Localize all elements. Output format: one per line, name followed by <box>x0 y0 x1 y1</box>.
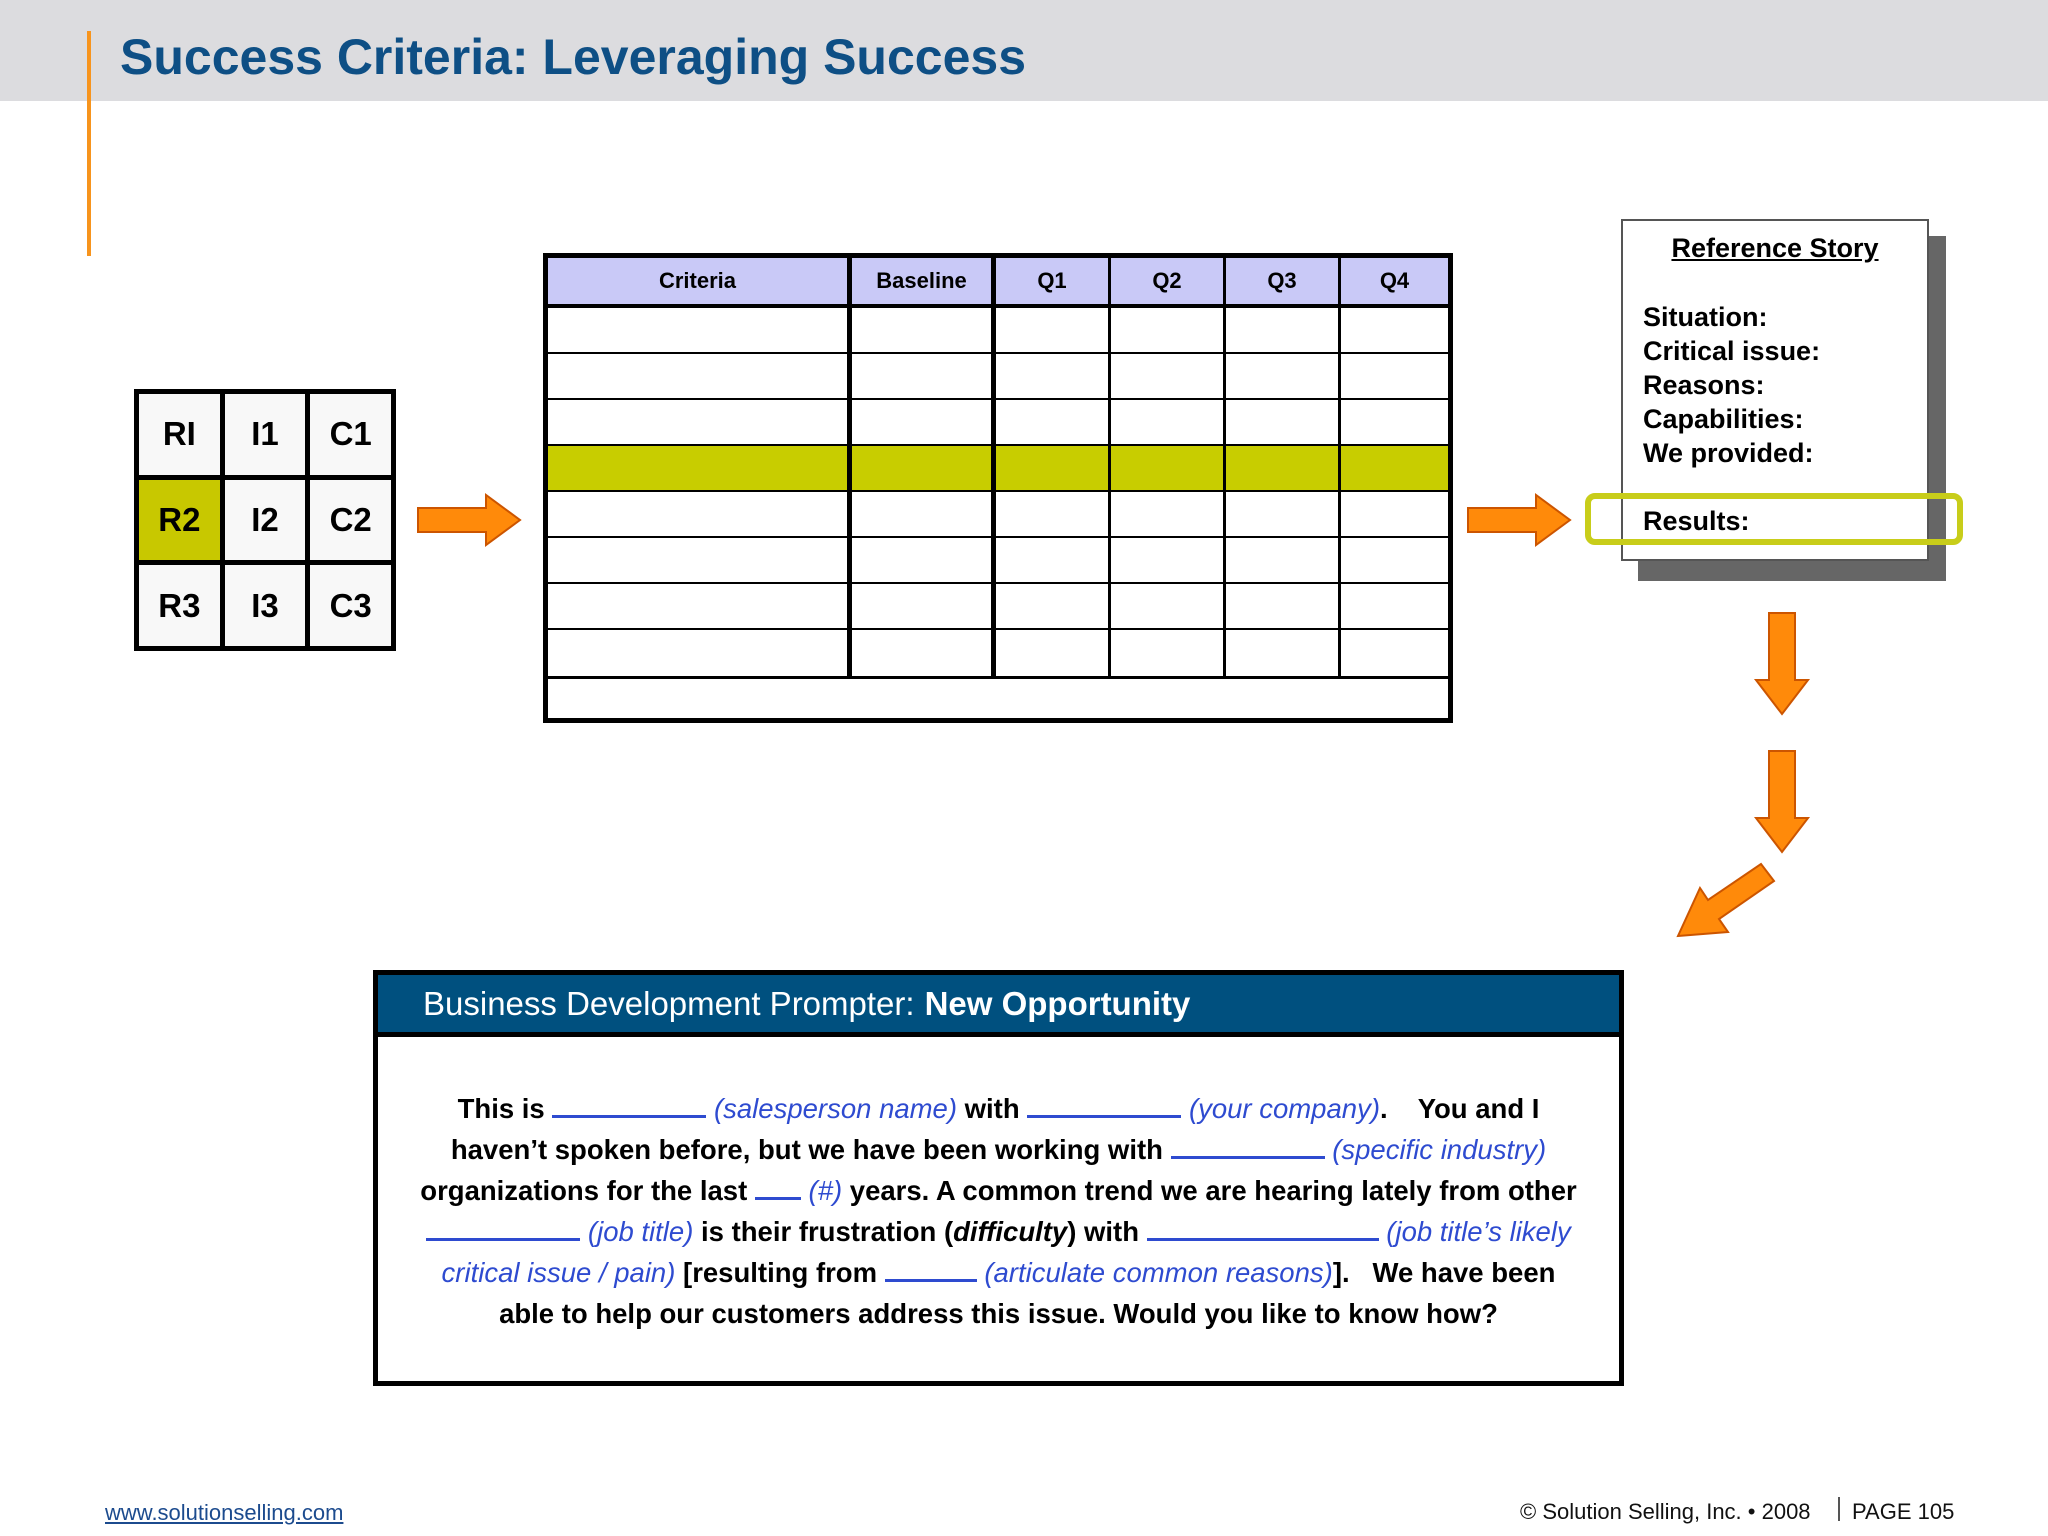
fill-blank <box>1027 1114 1181 1118</box>
script-text: This is <box>457 1093 545 1124</box>
prompter-line <box>396 1129 1601 1170</box>
column-header: Q3 <box>1226 258 1341 304</box>
prompter-title-bold: New Opportunity <box>924 984 1191 1022</box>
script-text: is their frustration ( <box>701 1216 954 1247</box>
prompter-line <box>396 1211 1601 1252</box>
website-link[interactable]: www.solutionselling.com <box>105 1500 344 1525</box>
accent-bar <box>87 31 91 256</box>
prompter-line <box>396 1293 1601 1334</box>
placeholder-text: (articulate common reasons) <box>984 1257 1333 1288</box>
page-number: PAGE 105 <box>1852 1499 1955 1524</box>
we-provided-label: We provided: <box>1643 438 1814 468</box>
column-header: Q1 <box>996 258 1111 304</box>
table-row <box>548 538 1448 584</box>
prompter-line <box>396 1252 1601 1293</box>
table-row <box>548 492 1448 538</box>
page-title: Success Criteria: Leveraging Success <box>120 29 1027 85</box>
critical-issue-label: Critical issue: <box>1643 336 1821 366</box>
business-development-prompter <box>373 970 1624 1386</box>
script-text: haven’t spoken before, but we have been working with <box>450 1134 1163 1165</box>
prompter-line <box>396 1088 1601 1129</box>
grid-cell: RI <box>139 394 220 475</box>
script-text: with <box>964 1093 1020 1124</box>
script-text: ]. We have been <box>1332 1257 1556 1288</box>
down-arrow-icon <box>1752 748 1812 856</box>
grid-cell: I1 <box>225 394 306 475</box>
prompter-title: Business Development Prompter: <box>423 984 915 1022</box>
placeholder-text: (your company) <box>1188 1093 1380 1124</box>
table-header <box>548 258 1448 308</box>
table-row-highlighted <box>548 446 1448 492</box>
placeholder-text: (salesperson name) <box>713 1093 958 1124</box>
table-row <box>548 400 1448 446</box>
column-header: Q4 <box>1341 258 1448 304</box>
script-text-emphasis: difficulty <box>953 1216 1068 1247</box>
script-text: able to help our customers address this issue. Would you like to know how? <box>499 1298 1498 1329</box>
script-text: ) with <box>1067 1216 1140 1247</box>
column-header: Criteria <box>548 258 852 304</box>
placeholder-text: (specific industry) <box>1332 1134 1547 1165</box>
right-arrow-icon <box>416 492 524 548</box>
fill-blank <box>552 1114 706 1118</box>
results-highlight <box>1585 493 1963 545</box>
down-arrow-icon <box>1752 610 1812 718</box>
placeholder-text: critical issue / pain) <box>441 1257 676 1288</box>
column-header: Baseline <box>852 258 996 304</box>
fill-blank <box>885 1278 977 1282</box>
fill-blank <box>1147 1237 1379 1241</box>
reference-story-title: Reference Story <box>1671 233 1879 263</box>
footer-divider <box>1838 1497 1840 1521</box>
placeholder-text: (job title) <box>587 1216 694 1247</box>
reasons-label: Reasons: <box>1643 370 1765 400</box>
down-left-arrow-icon <box>1674 862 1778 940</box>
table-row <box>548 308 1448 354</box>
grid-cell: C2 <box>310 480 391 561</box>
script-text: . You and I <box>1379 1093 1540 1124</box>
fill-blank <box>426 1237 580 1241</box>
grid-cell: I2 <box>225 480 306 561</box>
table-row <box>548 584 1448 630</box>
script-text: organizations for the last <box>420 1175 748 1206</box>
ric-grid <box>134 389 396 651</box>
grid-cell: C3 <box>310 565 391 646</box>
situation-label: Situation: <box>1643 302 1768 332</box>
column-header: Q2 <box>1111 258 1226 304</box>
script-text: [resulting from <box>683 1257 878 1288</box>
fill-blank <box>755 1196 801 1200</box>
copyright-text: © Solution Selling, Inc. • 2008 <box>1520 1499 1811 1524</box>
grid-cell: R3 <box>139 565 220 646</box>
results-label: Results: <box>1643 506 1750 536</box>
prompter-script <box>396 1088 1601 1334</box>
table-footer-row <box>548 676 1448 719</box>
fill-blank <box>1171 1155 1325 1159</box>
table-row <box>548 354 1448 400</box>
prompter-header <box>378 975 1619 1037</box>
prompter-line <box>396 1170 1601 1211</box>
capabilities-label: Capabilities: <box>1643 404 1804 434</box>
placeholder-text: (#) <box>808 1175 843 1206</box>
script-text: years. A common trend we are hearing lately from other <box>849 1175 1577 1206</box>
right-arrow-icon <box>1466 492 1574 548</box>
table-row <box>548 630 1448 676</box>
placeholder-text: (job title’s likely <box>1386 1216 1571 1247</box>
grid-cell: I3 <box>225 565 306 646</box>
grid-cell: C1 <box>310 394 391 475</box>
grid-cell-highlighted: R2 <box>139 480 220 561</box>
criteria-table <box>543 253 1453 723</box>
